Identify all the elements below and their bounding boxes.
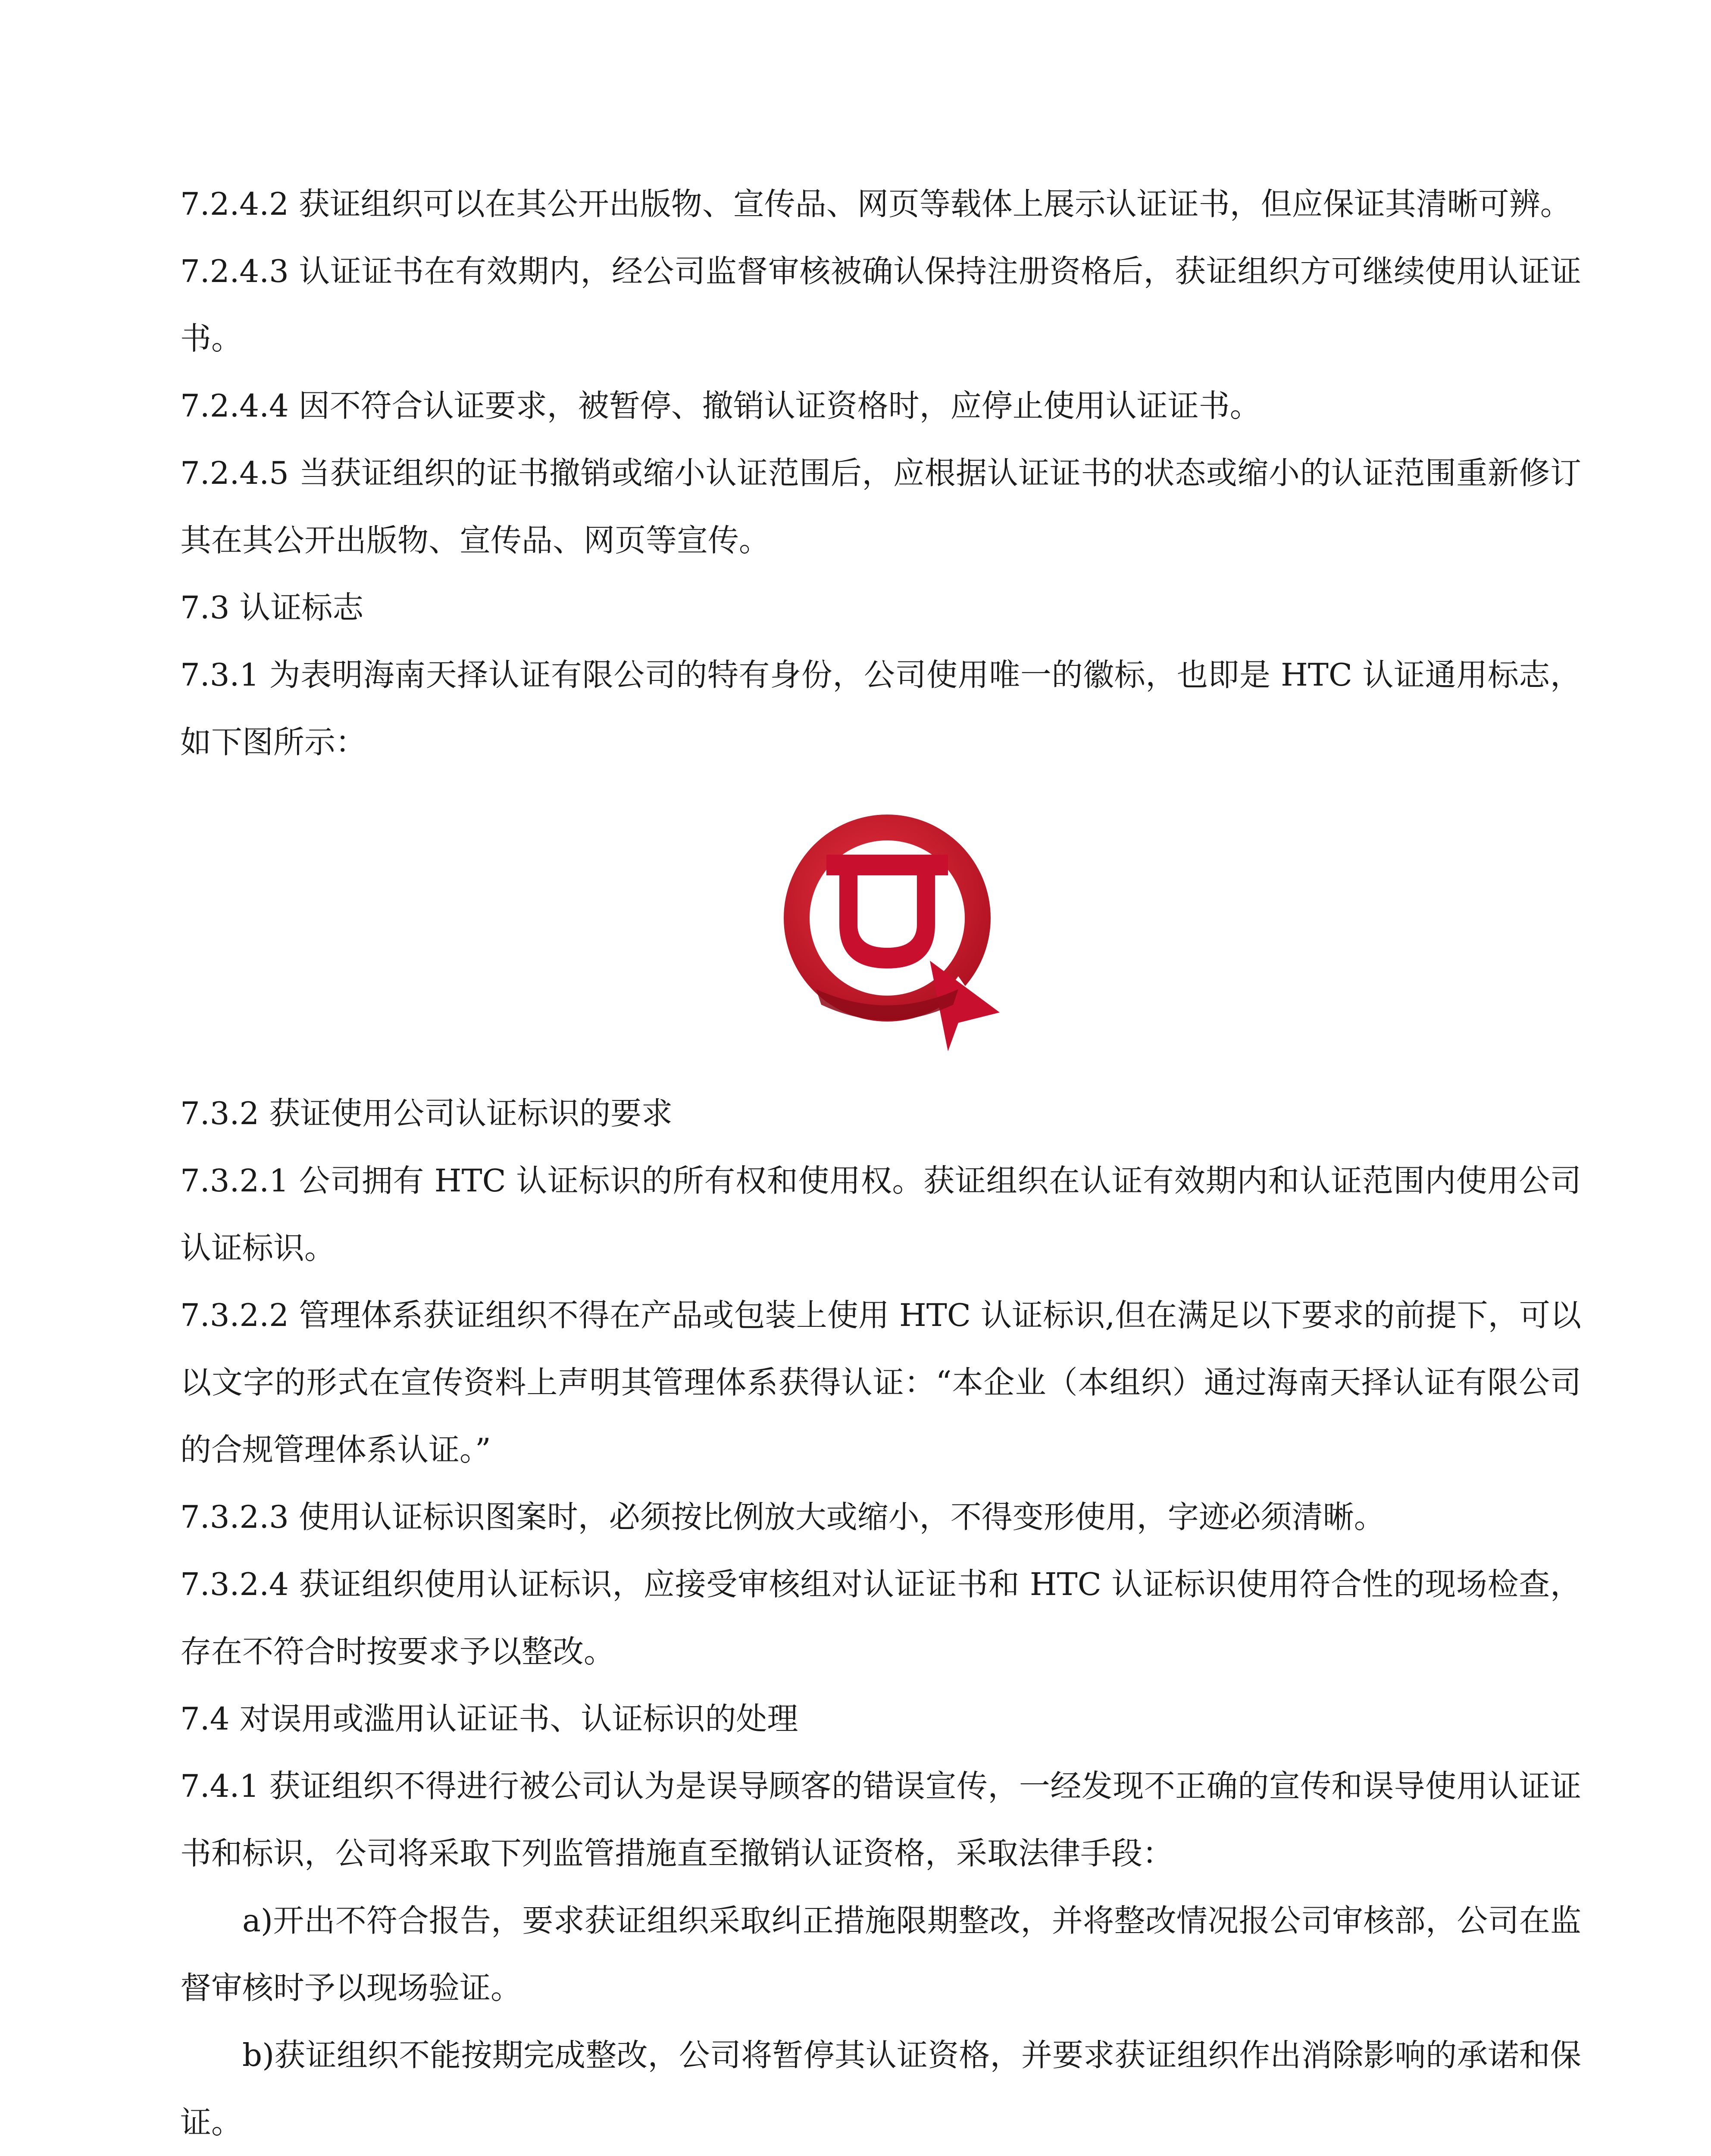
document-body bbox=[180, 170, 1581, 2156]
list-item-b: b)获证组织不能按期完成整改，公司将暂停其认证资格，并要求获证组织作出消除影响的承诺和保证。 bbox=[180, 2037, 1581, 2140]
paragraph-7-2-4-2: 7.2.4.2 获证组织可以在其公开出版物、宣传品、网页等载体上展示认证证书，但应保证其清晰可辨。 bbox=[180, 186, 1571, 222]
list-item-a: a)开出不符合报告，要求获证组织采取纠正措施限期整改，并将整改情况报公司审核部，公司在监督审核时予以现场验证。 bbox=[180, 1902, 1581, 2006]
logo-figure bbox=[180, 776, 1581, 1080]
paragraph-7-2-4-5: 7.2.4.5 当获证组织的证书撤销或缩小认证范围后，应根据认证证书的状态或缩小的认证范围重新修订其在其公开出版物、宣传品、网页等宣传。 bbox=[180, 455, 1581, 558]
heading-7-4: 7.4 对误用或滥用认证证书、认证标识的处理 bbox=[180, 1701, 798, 1737]
heading-7-3: 7.3 认证标志 bbox=[180, 589, 364, 626]
paragraph-7-3-2-4: 7.3.2.4 获证组织使用认证标识，应接受审核组对认证证书和 HTC 认证标识使用符合性的现场检查，存在不符合时按要求予以整改。 bbox=[180, 1566, 1581, 1670]
paragraph-7-3-2-1: 7.3.2.1 公司拥有 HTC 认证标识的所有权和使用权。获证组织在认证有效期内和认证范围内使用公司认证标识。 bbox=[180, 1163, 1581, 1266]
paragraph-7-2-4-3: 7.2.4.3 认证证书在有效期内，经公司监督审核被确认保持注册资格后，获证组织方可继续使用认证证书。 bbox=[180, 253, 1581, 357]
paragraph-7-3-1: 7.3.1 为表明海南天择认证有限公司的特有身份，公司使用唯一的徽标，也即是 HTC 认证通用标志，如下图所示： bbox=[180, 657, 1581, 760]
paragraph-7-3-2-3: 7.3.2.3 使用认证标识图案时，必须按比例放大或缩小，不得变形使用，字迹必须清晰。 bbox=[180, 1499, 1385, 1535]
paragraph-7-3-2-2: 7.3.2.2 管理体系获证组织不得在产品或包装上使用 HTC 认证标识,但在满足以下要求的前提下，可以以文字的形式在宣传资料上声明其管理体系获得认证：“本企业（本组织）通过海南天择认证有限公司的合规管理体系认证。” bbox=[180, 1297, 1581, 1468]
heading-7-3-2: 7.3.2 获证使用公司认证标识的要求 bbox=[180, 1095, 673, 1131]
htc-certification-logo-icon bbox=[764, 795, 1023, 1054]
paragraph-7-2-4-4: 7.2.4.4 因不符合认证要求，被暂停、撤销认证资格时，应停止使用认证证书。 bbox=[180, 388, 1261, 424]
paragraph-7-4-1: 7.4.1 获证组织不得进行被公司认为是误导顾客的错误宣传，一经发现不正确的宣传和误导使用认证证书和标识，公司将采取下列监管措施直至撤销认证资格，采取法律手段： bbox=[180, 1768, 1581, 1871]
